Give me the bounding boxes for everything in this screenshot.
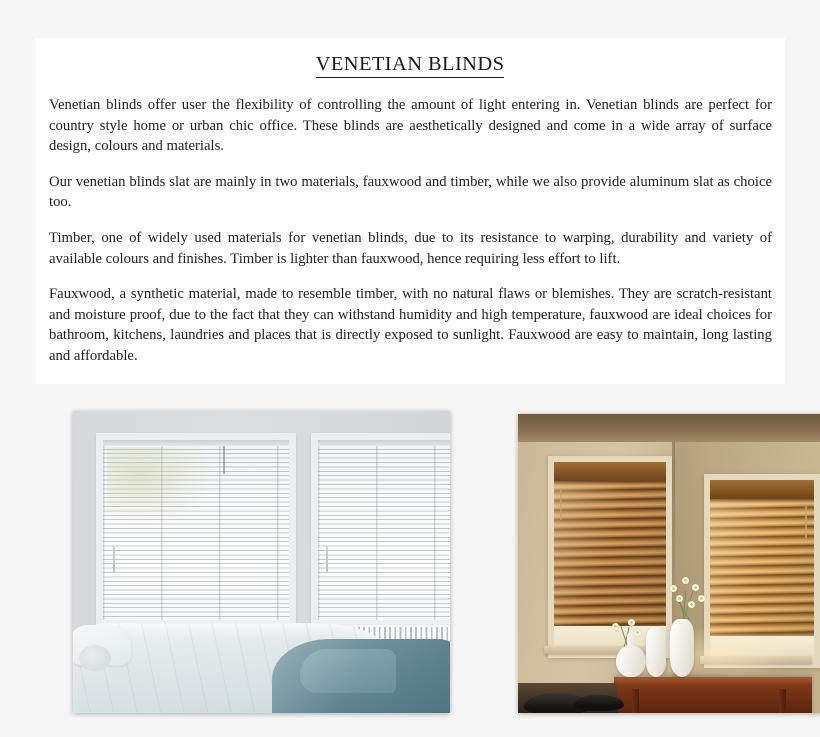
blind-tilt-wand xyxy=(805,506,807,538)
blind-headrail xyxy=(103,440,289,446)
photo-timber-venetian-blinds-room xyxy=(518,414,820,713)
paragraph-timber: Timber, one of widely used materials for venetian blinds, due to its resistance to warping, durability and variety of available colours and finishes. Timber is lighter than fauxwood, hence requiring less effort to lift. xyxy=(49,229,772,267)
flower-arrangement-small xyxy=(604,615,648,649)
window-right xyxy=(311,433,450,627)
teal-throw-blanket xyxy=(272,639,450,713)
flower xyxy=(692,584,699,591)
vase-tall xyxy=(670,619,694,677)
window-daylight-glow xyxy=(107,447,215,526)
page-title xyxy=(35,53,785,76)
blind-tilt-wand xyxy=(560,488,562,520)
vase-medium xyxy=(646,627,666,677)
flower xyxy=(688,601,695,608)
paragraph-intro: Venetian blinds offer user the flexibility of controlling the amount of light entering in. Venetian blinds are perfect for country style home or urban chic office. These blinds are aesthetically designed and come in a wide array of surface design, colours and materials. xyxy=(49,97,772,155)
flower xyxy=(676,595,683,602)
flower xyxy=(628,619,635,626)
table-leg xyxy=(632,689,639,713)
flower xyxy=(670,585,677,592)
blind-cord xyxy=(223,446,225,474)
paragraph-fauxwood: Fauxwood, a synthetic material, made to resemble timber, with no natural flaws or blemishes. They are scratch-resistant and moisture proof, due to the fact that they can withstand humidity and high temperature, fauxwood are ideal choices for bathroom, kitchens, laundries and places that is directly exposed to sunlight. Fauxwood are easy to maintain, long lasting and affordable. xyxy=(49,286,772,364)
blind-valance xyxy=(552,462,668,481)
table-leg xyxy=(779,689,786,713)
console-table xyxy=(614,677,812,713)
article-body xyxy=(35,95,785,367)
flower xyxy=(682,577,689,584)
blind-tilt-wand xyxy=(326,546,328,572)
vase-neck xyxy=(627,633,635,647)
window-left xyxy=(96,433,296,627)
article-card xyxy=(35,38,785,384)
scene-corner-room xyxy=(518,414,820,713)
blind-valance xyxy=(708,480,816,499)
vase-round xyxy=(616,645,646,677)
white-venetian-blind xyxy=(318,440,450,620)
dark-tray xyxy=(574,695,624,711)
knit-cushion xyxy=(79,645,111,671)
flower xyxy=(612,623,619,630)
blind-tilt-wand xyxy=(113,546,115,572)
blind-headrail xyxy=(318,440,450,446)
page-title-text: VENETIAN BLINDS xyxy=(316,53,505,78)
photo-white-venetian-blinds-bedroom xyxy=(73,411,450,713)
table-top-edge xyxy=(614,677,812,684)
flower xyxy=(698,595,705,602)
flower xyxy=(634,629,641,636)
throw-fold xyxy=(300,649,396,693)
scene-bedroom xyxy=(73,411,450,713)
flower-arrangement-tall xyxy=(658,575,712,621)
paragraph-materials: Our venetian blinds slat are mainly in two materials, fauxwood and timber, while we also provide aluminum slat as choice too. xyxy=(49,173,772,211)
